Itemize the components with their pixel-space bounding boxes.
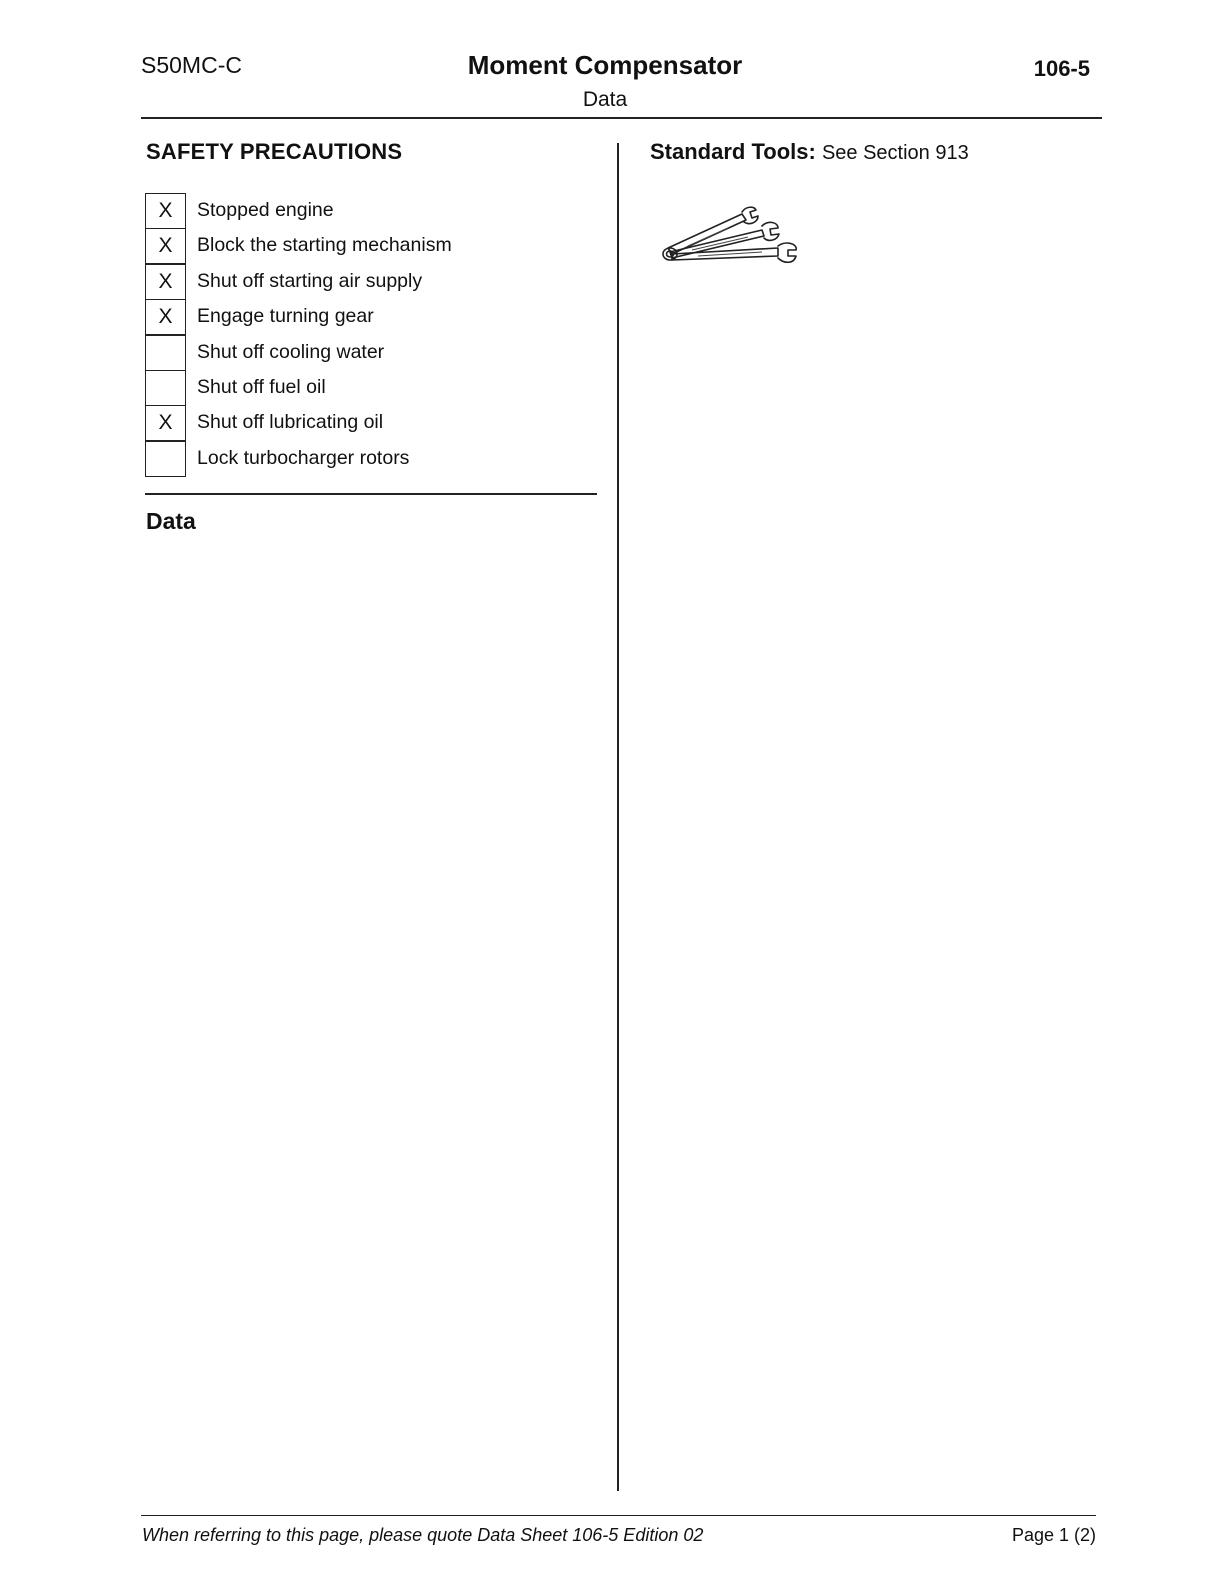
checklist-label: Block the starting mechanism bbox=[197, 234, 452, 257]
checklist-item bbox=[145, 370, 600, 405]
page-subtitle: Data bbox=[582, 88, 628, 111]
footer-note: When referring to this page, please quote Data Sheet 106-5 Edition 02 bbox=[142, 1525, 704, 1545]
checklist-label: Engage turning gear bbox=[197, 305, 374, 328]
checklist-item bbox=[145, 441, 600, 476]
footer-rule bbox=[141, 1515, 1096, 1516]
standard-tools-reference: See Section 913 bbox=[821, 142, 969, 164]
safety-checklist bbox=[145, 193, 600, 476]
checklist-label: Shut off cooling water bbox=[197, 340, 385, 363]
checklist-item bbox=[145, 264, 600, 299]
checklist-item bbox=[145, 228, 600, 263]
checklist-label: Stopped engine bbox=[197, 199, 334, 221]
checklist-label: Shut off fuel oil bbox=[197, 375, 326, 398]
checklist-item bbox=[145, 405, 600, 440]
standard-tools bbox=[650, 139, 969, 165]
checklist-label: Shut off starting air supply bbox=[197, 269, 423, 292]
header-rule bbox=[141, 117, 1102, 119]
section-rule bbox=[145, 493, 597, 495]
checklist-item bbox=[145, 193, 600, 228]
page-title: Moment Compensator bbox=[467, 50, 743, 80]
safety-heading: SAFETY PRECAUTIONS bbox=[146, 139, 403, 164]
checklist-item bbox=[145, 299, 600, 334]
checkbox: X bbox=[145, 193, 186, 229]
checklist-label: Lock turbocharger rotors bbox=[197, 446, 410, 469]
engine-code: S50MC-C bbox=[141, 52, 242, 78]
checklist-item bbox=[145, 335, 600, 370]
checkbox: X bbox=[145, 405, 186, 441]
checkbox: X bbox=[145, 228, 186, 264]
wrench-set-icon bbox=[658, 202, 808, 274]
checkbox bbox=[145, 335, 186, 371]
standard-tools-label: Standard Tools: bbox=[650, 139, 816, 164]
checkbox bbox=[145, 370, 186, 406]
page-number: Page 1 (2) bbox=[1011, 1525, 1096, 1545]
column-divider bbox=[617, 143, 619, 1491]
checklist-label: Shut off lubricating oil bbox=[197, 411, 384, 434]
checkbox: X bbox=[145, 264, 186, 300]
data-heading: Data bbox=[146, 508, 196, 534]
checkbox bbox=[145, 441, 186, 477]
sheet-number: 106-5 bbox=[1033, 56, 1090, 81]
checkbox: X bbox=[145, 299, 186, 335]
